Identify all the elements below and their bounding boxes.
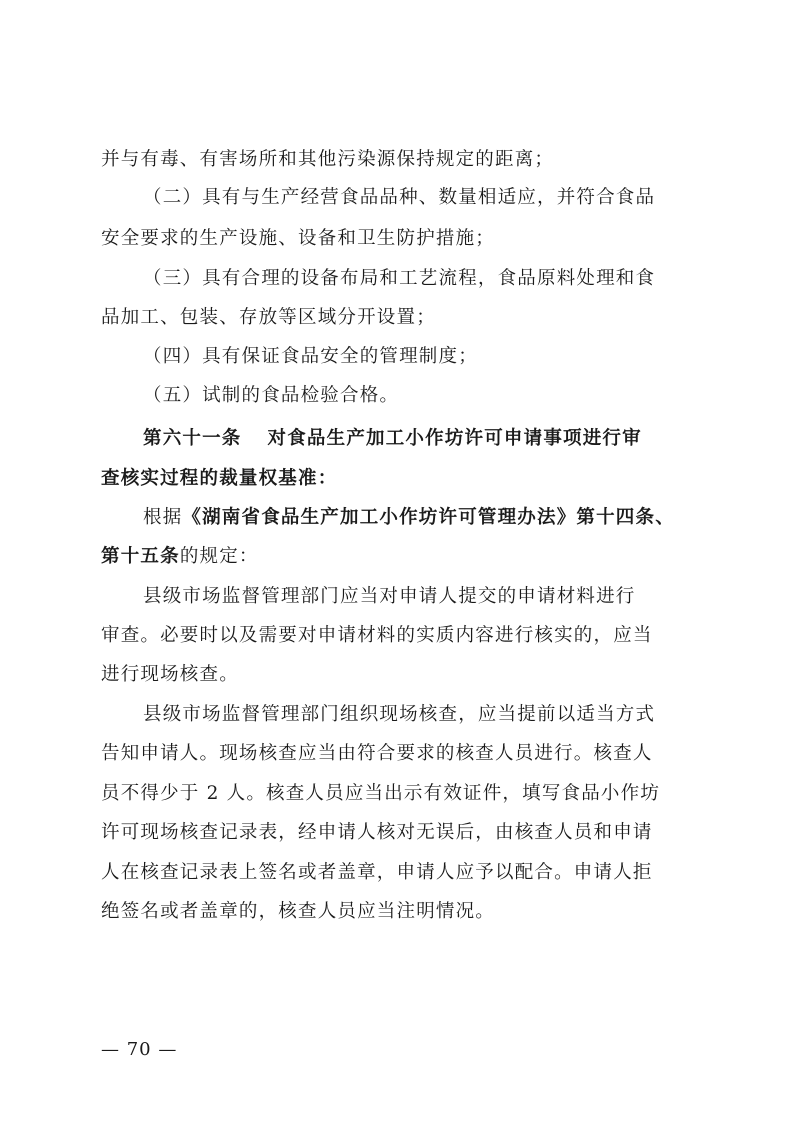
basis-suffix: 的规定： — [179, 546, 259, 567]
text-line: 县级市场监督管理部门应当对申请人提交的申请材料进行 — [143, 586, 636, 607]
text-line: 审查。必要时以及需要对申请材料的实质内容进行核实的，应当 — [101, 625, 653, 646]
text-line: 人在核查记录表上签名或者盖章，申请人应予以配合。申请人拒 — [101, 862, 653, 883]
basis-line-cont — [101, 545, 701, 569]
article-title-cont: 查核实过程的裁量权基准： — [101, 468, 338, 489]
text-line: 品加工、包装、存放等区域分开设置； — [101, 307, 436, 328]
text-line: 县级市场监督管理部门组织现场核查，应当提前以适当方式 — [143, 704, 656, 725]
article-number: 第六十一条 — [143, 428, 242, 449]
text-line: 安全要求的生产设施、设备和卫生防护措施； — [101, 228, 496, 249]
text-line: （三）具有合理的设备布局和工艺流程，食品原料处理和食 — [143, 268, 656, 289]
text-line: （二）具有与生产经营食品品种、数量相适应，并符合食品 — [143, 187, 656, 208]
text-line: （五）试制的食品检验合格。 — [143, 385, 400, 406]
text-line: 员不得少于 2 人。核查人员应当出示有效证件，填写食品小作坊 — [101, 783, 661, 804]
text-line: 许可现场核查记录表，经申请人核对无误后，由核查人员和申请 — [101, 822, 653, 843]
basis-line — [143, 506, 743, 530]
text-line: 进行现场核查。 — [101, 664, 239, 685]
text-line: 告知申请人。现场核查应当由符合要求的核查人员进行。核查人 — [101, 743, 653, 764]
law-name: 《湖南省食品生产加工小作坊许可管理办法》第十四条、 — [182, 507, 675, 528]
text-line: 并与有毒、有害场所和其他污染源保持规定的距离； — [101, 149, 555, 170]
article-title: 对食品生产加工小作坊许可申请事项进行审 — [267, 428, 642, 449]
text-line: 绝签名或者盖章的，核查人员应当注明情况。 — [101, 901, 496, 922]
text-line: （四）具有保证食品安全的管理制度； — [143, 346, 478, 367]
law-articles: 第十五条 — [101, 546, 180, 567]
article-heading — [143, 427, 743, 451]
page-number: — 70 — — [101, 1039, 178, 1060]
basis-prefix: 根据 — [143, 507, 183, 528]
